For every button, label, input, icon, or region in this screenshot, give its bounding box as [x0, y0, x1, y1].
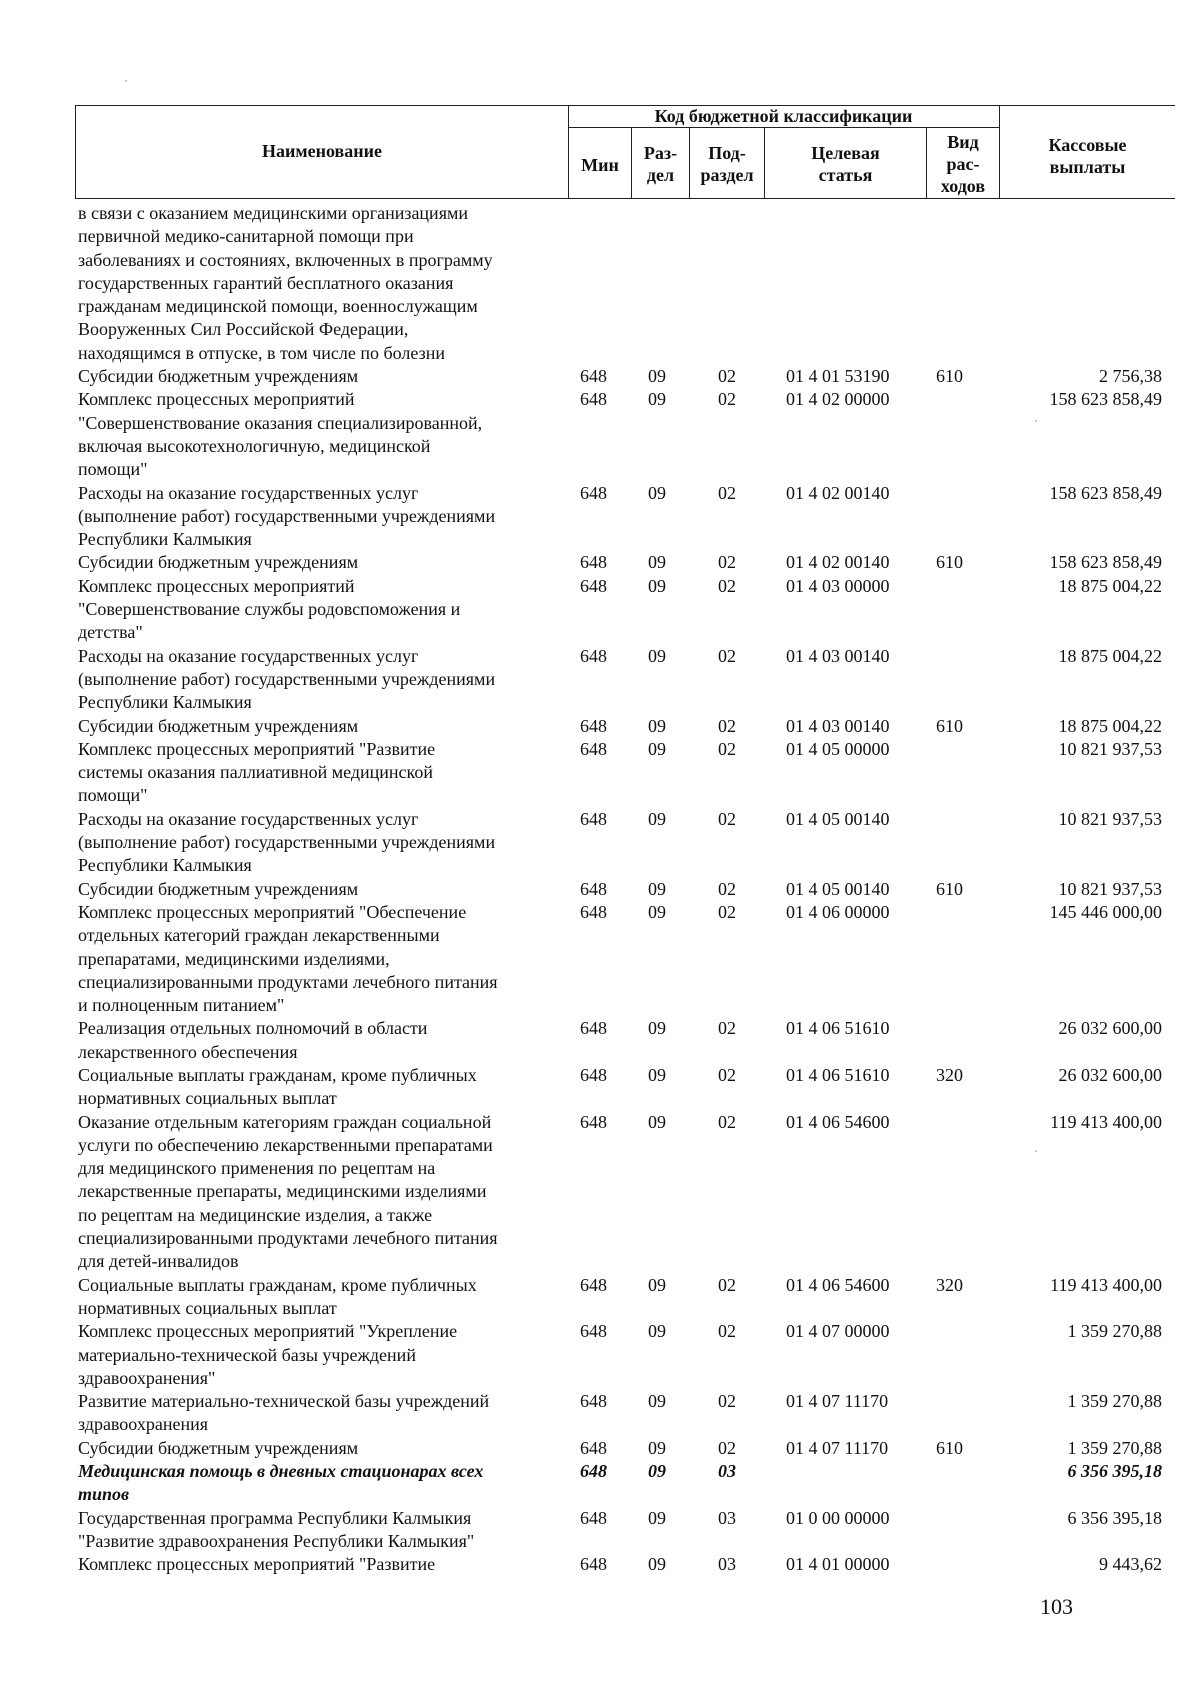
row-razdel: 09: [648, 1321, 666, 1342]
row-podrazdel: 03: [718, 1461, 736, 1482]
row-razdel: 09: [648, 1064, 666, 1085]
table-row: [0, 808, 1200, 878]
row-kassovye-vyplaty: 26 032 600,00: [1058, 1018, 1162, 1039]
table-row: [0, 1460, 1200, 1507]
row-podrazdel: 02: [718, 738, 736, 759]
row-razdel: 09: [648, 1461, 666, 1482]
row-podrazdel: 02: [718, 901, 736, 922]
row-podrazdel: 02: [718, 878, 736, 899]
table-row: [0, 1507, 1200, 1554]
row-kassovye-vyplaty: 1 359 270,88: [1067, 1321, 1162, 1342]
row-name: Комплекс процессных мероприятий "Совершенствование оказания специализированной, включая высокотехнологичную, медицинской помощи": [78, 389, 483, 480]
row-min: 648: [580, 575, 607, 596]
row-kassovye-vyplaty: 119 413 400,00: [1050, 1274, 1162, 1295]
row-min: 648: [580, 1321, 607, 1342]
row-kassovye-vyplaty: 2 756,38: [1099, 366, 1162, 387]
row-name: Реализация отдельных полномочий в области лекарственного обеспечения: [78, 1018, 428, 1062]
row-min: 648: [580, 1274, 607, 1295]
row-kassovye-vyplaty: 10 821 937,53: [1058, 738, 1162, 759]
row-razdel: 09: [648, 575, 666, 596]
row-name: Оказание отдельным категориям граждан социальной услуги по обеспечению лекарственными препаратами для медицинского применения по рецептам на лекарственные препараты, медицинскими изделиями по рецептам на медицинские изделия, а также специализированными продуктами лечебного питания для детей-инвалидов: [78, 1111, 498, 1272]
row-min: 648: [580, 878, 607, 899]
row-tselevaya-statya: 01 0 00 00000: [786, 1507, 890, 1528]
row-kassovye-vyplaty: 145 446 000,00: [1049, 901, 1162, 922]
row-min: 648: [580, 1018, 607, 1039]
row-name: Комплекс процессных мероприятий "Совершенствование службы родовспоможения и детства": [78, 575, 461, 643]
row-podrazdel: 02: [718, 1111, 736, 1132]
row-min: 648: [580, 1391, 607, 1412]
row-name: Комплекс процессных мероприятий "Обеспечение отдельных категорий граждан лекарственными препаратами, медицинскими изделиями, специализированными продуктами лечебного питания и полноценным питанием": [78, 901, 498, 1016]
row-vid-raskhodov: 610: [936, 552, 963, 573]
row-kassovye-vyplaty: 10 821 937,53: [1058, 808, 1162, 829]
row-min: 648: [580, 715, 607, 736]
row-min: 648: [580, 901, 607, 922]
table-row: [0, 715, 1200, 738]
table-row: [0, 1553, 1200, 1576]
row-tselevaya-statya: 01 4 06 54600: [786, 1274, 890, 1295]
row-tselevaya-statya: 01 4 03 00000: [786, 575, 890, 596]
table-row: [0, 365, 1200, 388]
row-tselevaya-statya: 01 4 03 00140: [786, 715, 890, 736]
row-kassovye-vyplaty: 10 821 937,53: [1058, 878, 1162, 899]
header-tselevaya: Целевая статья: [811, 143, 880, 185]
row-tselevaya-statya: 01 4 07 11170: [786, 1391, 889, 1412]
row-vid-raskhodov: 610: [936, 715, 963, 736]
row-podrazdel: 02: [718, 1391, 736, 1412]
row-name: Субсидии бюджетным учреждениям: [78, 1437, 359, 1458]
row-name: Социальные выплаты гражданам, кроме публичных нормативных социальных выплат: [78, 1064, 477, 1109]
row-kassovye-vyplaty: 158 623 858,49: [1049, 482, 1162, 503]
row-razdel: 09: [648, 482, 666, 503]
row-name: Субсидии бюджетным учреждениям: [78, 552, 359, 573]
row-podrazdel: 02: [718, 1437, 736, 1458]
table-row: [0, 1437, 1200, 1460]
table-row: [0, 901, 1200, 1017]
row-tselevaya-statya: 01 4 02 00000: [786, 389, 890, 410]
row-podrazdel: 03: [718, 1554, 736, 1575]
row-name: Субсидии бюджетным учреждениям: [78, 878, 359, 899]
table-row: [0, 1064, 1200, 1111]
row-tselevaya-statya: 01 4 06 54600: [786, 1111, 890, 1132]
scan-speck: [1035, 1150, 1037, 1152]
row-razdel: 09: [648, 1507, 666, 1528]
page-number: 103: [1040, 1594, 1073, 1619]
row-min: 648: [580, 1437, 607, 1458]
row-tselevaya-statya: 01 4 01 00000: [786, 1554, 890, 1575]
header-min: Мин: [581, 155, 619, 175]
row-min: 648: [580, 1554, 607, 1575]
row-min: 648: [580, 552, 607, 573]
row-kassovye-vyplaty: 119 413 400,00: [1050, 1111, 1162, 1132]
row-podrazdel: 02: [718, 1274, 736, 1295]
row-kassovye-vyplaty: 18 875 004,22: [1058, 575, 1162, 596]
row-razdel: 09: [648, 901, 666, 922]
row-razdel: 09: [648, 1018, 666, 1039]
header-bottom-border: [75, 198, 1175, 199]
row-razdel: 09: [648, 1391, 666, 1412]
row-kassovye-vyplaty: 6 356 395,18: [1067, 1461, 1162, 1482]
row-min: 648: [580, 366, 607, 387]
row-kassovye-vyplaty: 158 623 858,49: [1049, 389, 1162, 410]
row-vid-raskhodov: 610: [936, 1437, 963, 1458]
row-podrazdel: 02: [718, 1321, 736, 1342]
table-row: [0, 1390, 1200, 1437]
row-tselevaya-statya: 01 4 07 11170: [786, 1437, 889, 1458]
row-tselevaya-statya: 01 4 05 00000: [786, 738, 890, 759]
table-row: [0, 1320, 1200, 1390]
row-podrazdel: 02: [718, 575, 736, 596]
row-tselevaya-statya: 01 4 02 00140: [786, 552, 890, 573]
row-min: 648: [580, 1064, 607, 1085]
row-razdel: 09: [648, 645, 666, 666]
row-tselevaya-statya: 01 4 06 51610: [786, 1064, 890, 1085]
header-podrazdel: Под- раздел: [700, 143, 754, 185]
row-podrazdel: 03: [718, 1507, 736, 1528]
header-group-underline: [568, 127, 999, 128]
row-podrazdel: 02: [718, 552, 736, 573]
row-podrazdel: 02: [718, 715, 736, 736]
header-group: Код бюджетной классификации: [654, 106, 913, 126]
row-name: Расходы на оказание государственных услуг (выполнение работ) государственными учреждениями Республики Калмыкия: [78, 645, 496, 713]
row-razdel: 09: [648, 1274, 666, 1295]
row-vid-raskhodov: 320: [936, 1064, 963, 1085]
row-podrazdel: 02: [718, 366, 736, 387]
row-kassovye-vyplaty: 1 359 270,88: [1067, 1437, 1162, 1458]
row-min: 648: [580, 389, 607, 410]
table-row: [0, 202, 1200, 365]
row-min: 648: [580, 1507, 607, 1528]
row-name: в связи с оказанием медицинскими организациями первичной медико-санитарной помощи при заболеваниях и состояниях, включенных в программу государственных гарантий бесплатного оказания гражданам медицинской помощи, военнослужащим Вооруженных Сил Российской Федерации, находящимся в отпуске, в том числе по болезни: [78, 203, 493, 363]
row-vid-raskhodov: 320: [936, 1274, 963, 1295]
row-podrazdel: 02: [718, 1018, 736, 1039]
table-row: [0, 878, 1200, 901]
row-name: Субсидии бюджетным учреждениям: [78, 366, 359, 387]
row-razdel: 09: [648, 715, 666, 736]
row-tselevaya-statya: 01 4 06 51610: [786, 1018, 890, 1039]
row-tselevaya-statya: 01 4 02 00140: [786, 482, 890, 503]
row-min: 648: [580, 482, 607, 503]
table-row: [0, 551, 1200, 574]
scan-speck: [125, 80, 127, 82]
row-podrazdel: 02: [718, 1064, 736, 1085]
row-name: Развитие материально-технической базы учреждений здравоохранения: [78, 1391, 490, 1435]
row-tselevaya-statya: 01 4 06 00000: [786, 901, 890, 922]
row-name: Комплекс процессных мероприятий "Развитие: [78, 1554, 436, 1575]
row-tselevaya-statya: 01 4 05 00140: [786, 878, 890, 899]
row-podrazdel: 02: [718, 389, 736, 410]
row-razdel: 09: [648, 738, 666, 759]
row-kassovye-vyplaty: 6 356 395,18: [1067, 1507, 1162, 1528]
header-vid: Вид рас- ходов: [940, 132, 986, 196]
row-min: 648: [580, 1461, 607, 1482]
row-tselevaya-statya: 01 4 07 00000: [786, 1321, 890, 1342]
table-body: [0, 202, 1200, 1577]
row-kassovye-vyplaty: 9 443,62: [1099, 1554, 1162, 1575]
row-razdel: 09: [648, 389, 666, 410]
table-row: [0, 645, 1200, 715]
row-vid-raskhodov: 610: [936, 366, 963, 387]
row-razdel: 09: [648, 552, 666, 573]
table-row: [0, 1111, 1200, 1274]
row-kassovye-vyplaty: 1 359 270,88: [1067, 1391, 1162, 1412]
row-podrazdel: 02: [718, 645, 736, 666]
table-row: [0, 388, 1200, 481]
row-name: Комплекс процессных мероприятий "Развитие системы оказания паллиативной медицинской помощи": [78, 738, 436, 806]
row-name: Государственная программа Республики Калмыкия "Развитие здравоохранения Республики Калмыкия": [78, 1507, 475, 1551]
row-kassovye-vyplaty: 158 623 858,49: [1049, 552, 1162, 573]
table-row: [0, 575, 1200, 645]
row-min: 648: [580, 645, 607, 666]
row-razdel: 09: [648, 1111, 666, 1132]
row-kassovye-vyplaty: 26 032 600,00: [1058, 1064, 1162, 1085]
header-kassovye: Кассовые выплаты: [1048, 135, 1127, 177]
scan-speck: [1035, 420, 1037, 422]
row-min: 648: [580, 738, 607, 759]
row-tselevaya-statya: 01 4 05 00140: [786, 808, 890, 829]
row-name: Расходы на оказание государственных услуг (выполнение работ) государственными учреждениями Республики Калмыкия: [78, 482, 496, 550]
row-razdel: 09: [648, 878, 666, 899]
row-name: Расходы на оказание государственных услуг (выполнение работ) государственными учреждениями Республики Калмыкия: [78, 808, 496, 876]
table-row: [0, 482, 1200, 552]
row-name: Социальные выплаты гражданам, кроме публичных нормативных социальных выплат: [78, 1274, 477, 1318]
row-kassovye-vyplaty: 18 875 004,22: [1058, 715, 1162, 736]
row-tselevaya-statya: 01 4 03 00140: [786, 645, 890, 666]
row-name: Комплекс процессных мероприятий "Укрепление материально-технической базы учреждений здравоохранения": [78, 1321, 458, 1388]
row-name: Медицинская помощь в дневных стационарах всех типов: [78, 1461, 484, 1505]
row-kassovye-vyplaty: 18 875 004,22: [1058, 645, 1162, 666]
row-razdel: 09: [648, 366, 666, 387]
row-razdel: 09: [648, 1554, 666, 1575]
row-vid-raskhodov: 610: [936, 878, 963, 899]
row-tselevaya-statya: 01 4 01 53190: [786, 366, 890, 387]
header-razdel: Раз- дел: [643, 143, 678, 185]
row-min: 648: [580, 808, 607, 829]
row-podrazdel: 02: [718, 482, 736, 503]
row-razdel: 09: [648, 1437, 666, 1458]
table-row: [0, 738, 1200, 808]
row-razdel: 09: [648, 808, 666, 829]
table-row: [0, 1274, 1200, 1321]
row-min: 648: [580, 1111, 607, 1132]
row-name: Субсидии бюджетным учреждениям: [78, 715, 359, 736]
header-name: Наименование: [262, 141, 382, 161]
table-row: [0, 1017, 1200, 1064]
row-podrazdel: 02: [718, 808, 736, 829]
